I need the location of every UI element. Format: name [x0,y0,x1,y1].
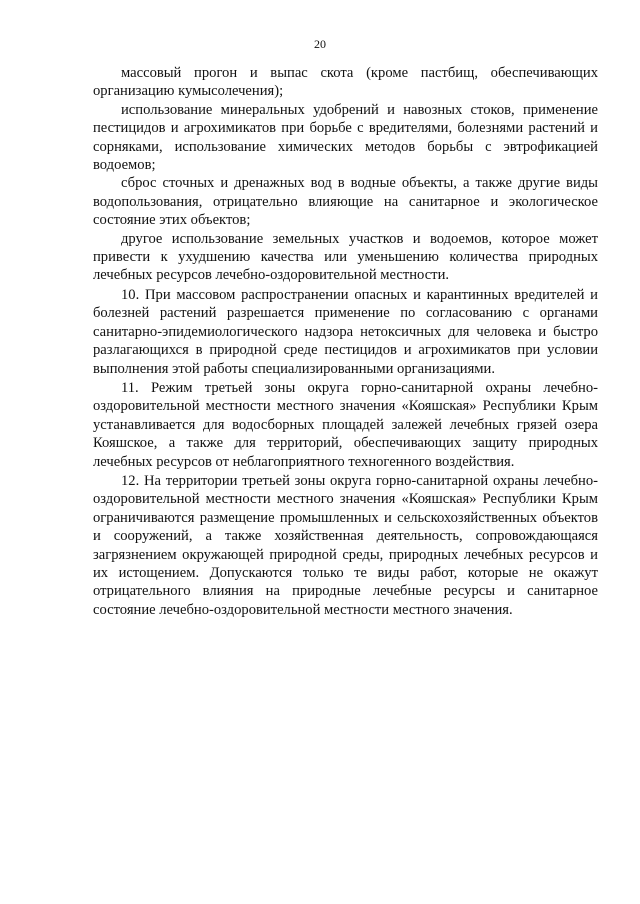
document-body [93,64,598,619]
paragraph-item-11: 11. Режим третьей зоны округа горно-санитарной охраны лечебно-оздоровительной местности местного значения «Кояшская» Республики Крым устанавливается для водосборных площадей залежей лечебных грязей озера Кояшское, а также для территорий, обеспечивающих защиту природных лечебных ресурсов от неблагоприятного техногенного воздействия. [93,379,598,470]
paragraph-item-12: 12. На территории третьей зоны округа горно-санитарной охраны лечебно-оздоровительной местности местного значения «Кояшская» Республики Крым ограничиваются размещение промышленных и сельскохозяйственных объектов и сооружений, а также хозяйственная деятельность, сопровождающаяся загрязнением окружающей природной среды, природных лечебных ресурсов и их истощением. Допускаются только те виды работ, которые не окажут отрицательного влияния на природные лечебные ресурсы и санитарное состояние лечебно-оздоровительной местности местного значения. [93,472,598,618]
paragraph-wastewater: сброс сточных и дренажных вод в водные объекты, а также другие виды водопользования, отрицательно влияющие на санитарное и экологическое состояние этих объектов; [93,175,598,229]
paragraph-fertilizers: использование минеральных удобрений и навозных стоков, применение пестицидов и агрохимикатов при борьбе с вредителями, болезнями растений и сорняками, использование химических методов борьбы с эвтрофикацией водоемов; [93,101,598,174]
page-number: 20 [314,37,326,51]
paragraph-other-use: другое использование земельных участков и водоемов, которое может привести к ухудшению качества или уменьшению количества природных лечебных ресурсов лечебно-оздоровительной местности. [93,230,598,284]
paragraph-item-10: 10. При массовом распространении опасных и карантинных вредителей и болезней растений разрешается применение по согласованию с органами санитарно-эпидемиологического надзора нетоксичных для человека и быстро разлагающихся в природной среде пестицидов и агрохимикатов при условии выполнения этой работы специализированными организациями. [93,286,598,377]
paragraph-cattle-grazing: массовый прогон и выпас скота (кроме пастбищ, обеспечивающих организацию кумысолечения); [93,65,598,100]
